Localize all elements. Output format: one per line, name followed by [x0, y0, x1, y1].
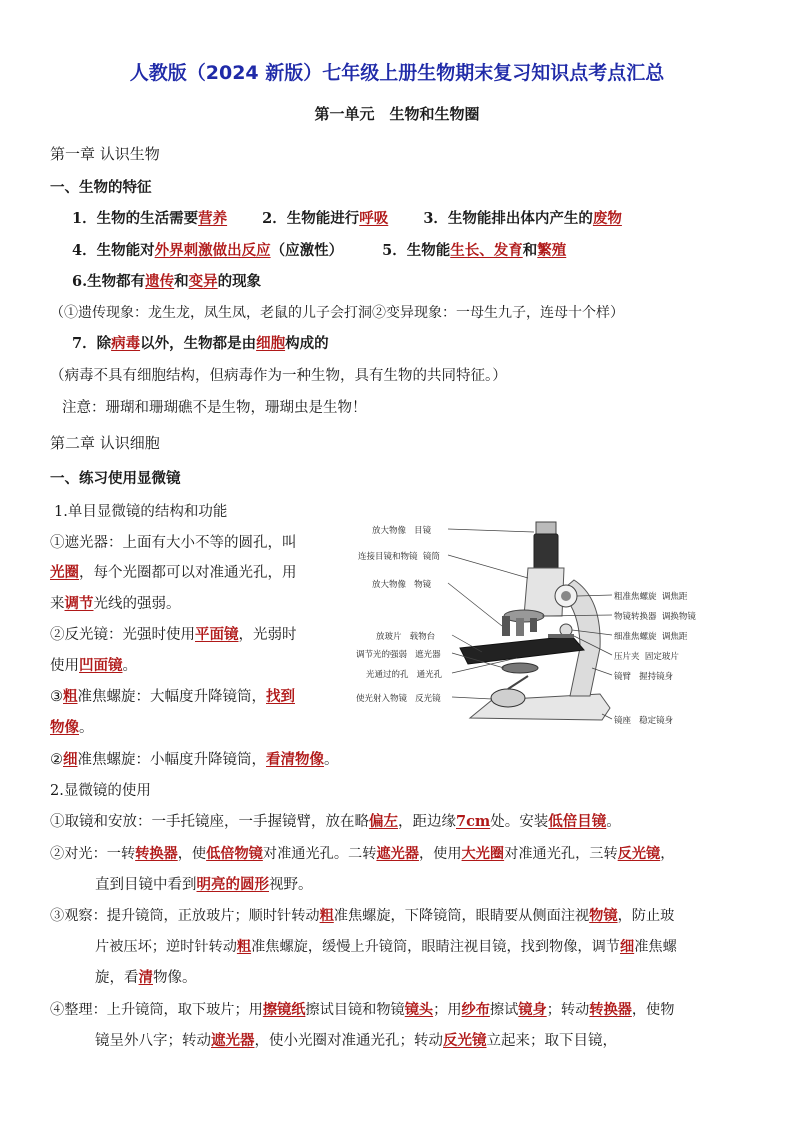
key-term: 低倍物镜: [206, 846, 263, 862]
structure-line: [50, 656, 137, 676]
key-term: 粗: [236, 939, 252, 955]
label-tube: 连接目镜和物镜 镜筒: [358, 552, 440, 562]
text: ；转动: [546, 1002, 590, 1018]
text: 处。安装: [490, 814, 549, 830]
key-term: 镜头: [404, 1002, 434, 1018]
label-mirror: 使光射入物镜 反光镜: [356, 694, 441, 704]
text: 。: [606, 814, 621, 830]
key-term: 平面镜: [195, 626, 239, 643]
text: ②: [50, 752, 63, 768]
structure-line: [50, 718, 94, 738]
text: 1．生物的生活需要: [72, 210, 199, 227]
text: 对准通光孔。二转: [262, 846, 377, 862]
heredity-note: （①遗传现象：龙生龙，凤生凤，老鼠的儿子会打洞②变异现象：一母生九子，连母十个样）: [50, 305, 624, 321]
key-term: 细胞: [256, 335, 286, 352]
key-term: 光圈: [50, 564, 79, 581]
structure-line: [50, 687, 295, 707]
text: 镜呈外八字；转动: [95, 1033, 211, 1049]
text: ，: [660, 846, 675, 862]
label-nosepiece: 物镜转换器 调换物镜: [614, 612, 696, 622]
leader-lines: [352, 518, 718, 730]
usage-step-3: [50, 906, 674, 926]
key-term: 调节: [64, 595, 94, 612]
key-term: 擦镜纸: [262, 1002, 306, 1018]
key-term: 粗: [319, 908, 334, 924]
structure-line: [50, 625, 297, 645]
key-term: 清: [138, 969, 153, 986]
text: ，使小光圈对准通光孔；转动: [254, 1033, 443, 1049]
usage-step-3-cont: [95, 968, 197, 988]
text: 和: [522, 242, 538, 259]
key-term: 呼吸: [359, 210, 389, 227]
text: 来: [50, 596, 65, 612]
text: 4．生物能对: [72, 242, 155, 259]
key-term: 转换器: [135, 846, 178, 862]
text: ，距边缘: [398, 814, 456, 830]
key-term: 低倍目镜: [548, 813, 607, 830]
text: 的现象: [217, 273, 262, 290]
text: 准焦螺: [634, 939, 677, 955]
text: 光线的强弱。: [93, 596, 181, 612]
text: 以外，生物都是由: [140, 335, 257, 352]
virus-note: （病毒不具有细胞结构，但病毒作为一种生物，具有生物的共同特征。）: [50, 368, 507, 384]
text: 准焦螺旋：小幅度升降镜筒，: [77, 752, 266, 768]
key-term: 大光圈: [461, 846, 505, 862]
feature-line-3: [72, 272, 261, 292]
key-term: 遗传: [145, 273, 175, 290]
text: 。: [122, 658, 137, 674]
key-term: 找到: [266, 688, 295, 705]
key-term: 物像: [50, 719, 79, 736]
text: 立起来；取下目镜，: [486, 1033, 617, 1049]
text: 和: [174, 273, 189, 290]
key-term: 粗: [63, 688, 78, 705]
text: ，防止玻: [617, 908, 675, 924]
text: 。: [79, 720, 94, 736]
text: 6.生物都有: [72, 273, 146, 290]
text: 旋，看: [95, 970, 139, 986]
microscope-labels: [352, 518, 718, 730]
text: 擦试目镜和物镜: [305, 1002, 405, 1018]
key-term: 病毒: [111, 335, 141, 352]
structure-line: [50, 563, 297, 583]
key-term: 看清物像: [266, 751, 324, 768]
key-term: 偏左: [369, 813, 398, 830]
text: 构成的: [285, 335, 329, 352]
text: ；用: [433, 1002, 462, 1018]
label-objective: 放大物像 物镜: [372, 580, 432, 590]
text: 准焦螺旋：大幅度升降镜筒，: [77, 689, 266, 705]
key-term: 遮光器: [376, 846, 419, 862]
text: 7．除: [72, 335, 112, 352]
chapter-2-title: 第二章 认识细胞: [50, 434, 160, 452]
text: 3．生物能排出体内产生的: [423, 210, 593, 227]
key-term: 纱布: [461, 1002, 490, 1018]
key-term: 繁殖: [537, 242, 567, 259]
key-term: 营养: [198, 210, 228, 227]
text: ③: [50, 689, 63, 705]
structure-line: [50, 594, 181, 614]
text: 准焦螺旋，下降镜筒，眼睛要从侧面注视: [333, 908, 590, 924]
usage-step-2: [50, 844, 674, 864]
text: 擦试: [489, 1002, 519, 1018]
feature-line-7: [72, 334, 329, 354]
text: ，每个光圈都可以对准通光孔，用: [79, 565, 297, 581]
key-term: 反光镜: [617, 846, 661, 862]
feature-line-1: [72, 209, 622, 229]
key-term: 镜身: [518, 1002, 547, 1018]
document-title: 人教版（2024 新版）七年级上册生物期末复习知识点考点汇总: [129, 62, 665, 84]
label-coarse-knob: 粗准焦螺旋 调焦距: [614, 592, 688, 602]
text: 片被压坏；逆时针转动: [95, 939, 237, 955]
key-term: 细: [63, 751, 78, 768]
unit-title: 第一单元 生物和生物圈: [314, 105, 480, 123]
section-title: 一、生物的特征: [50, 179, 152, 196]
key-term: 细: [619, 939, 635, 955]
usage-step-3-cont: [95, 937, 677, 957]
usage-step-4-cont: [95, 1031, 617, 1051]
subsection-title: 1.单目显微镜的结构和功能: [54, 504, 228, 520]
text: ，使物: [631, 1002, 675, 1018]
text: 视野。: [269, 877, 313, 893]
key-term: 转换器: [589, 1002, 632, 1018]
label-eyepiece: 放大物像 目镜: [372, 526, 432, 536]
text: ，使用: [418, 846, 462, 862]
key-term: 反光镜: [443, 1032, 487, 1049]
text: 使用: [50, 658, 79, 674]
usage-step-4: [50, 1000, 674, 1020]
subsection-title: 2.显微镜的使用: [50, 783, 151, 799]
key-term: 外界刺激做出反应: [154, 242, 271, 259]
label-stage-clip: 压片夹 固定玻片: [614, 652, 679, 662]
text: 物像。: [153, 970, 197, 986]
text: 对准通光孔，三转: [504, 846, 618, 862]
text: 准焦螺旋，缓慢上升镜筒，眼睛注视目镜，找到物像，调节: [251, 939, 620, 955]
text: ，使: [177, 846, 207, 862]
text: ①遮光器：上面有大小不等的圆孔，叫: [50, 535, 297, 551]
usage-step-1: [50, 812, 621, 832]
key-term: 生长、发育: [450, 242, 523, 259]
structure-line: [50, 750, 339, 770]
key-term: 遮光器: [211, 1032, 255, 1049]
text: 5．生物能: [382, 242, 451, 259]
feature-line-2: [72, 241, 566, 261]
text: ，光弱时: [238, 627, 297, 643]
key-term: 明亮的圆形: [196, 876, 269, 893]
key-term: 变异: [188, 273, 218, 290]
structure-line: [50, 533, 297, 553]
label-base: 镜座 稳定镜身: [614, 716, 674, 726]
coral-note: 注意：珊瑚和珊瑚礁不是生物，珊瑚虫是生物！: [62, 400, 367, 416]
text: ①取镜和安放：一手托镜座，一手握镜臂，放在略: [50, 814, 369, 830]
text: 直到目镜中看到: [95, 877, 197, 893]
text: 。: [324, 752, 339, 768]
text: （应激性）: [270, 242, 344, 259]
label-arm: 镜臂 握持镜身: [614, 672, 674, 682]
text: ②反光镜：光强时使用: [50, 627, 195, 643]
text: ③观察：提升镜筒，正放玻片；顺时针转动: [50, 908, 320, 924]
label-aperture: 光通过的孔 通光孔: [366, 670, 443, 680]
section-title: 一、练习使用显微镜: [50, 470, 181, 487]
key-term: 废物: [592, 210, 622, 227]
key-term: 物镜: [589, 908, 618, 924]
key-term: 7cm: [456, 813, 491, 830]
chapter-1-title: 第一章 认识生物: [50, 145, 160, 163]
text: ④整理：上升镜筒，取下玻片；用: [50, 1002, 263, 1018]
usage-step-2-cont: [95, 875, 313, 895]
text: ②对光：一转: [50, 846, 136, 862]
label-stage: 放玻片 载物台: [376, 632, 436, 642]
key-term: 凹面镜: [79, 657, 123, 674]
label-fine-knob: 细准焦螺旋 调焦距: [614, 632, 688, 642]
label-diaphragm: 调节光的强弱 遮光器: [356, 650, 441, 660]
text: 2．生物能进行: [262, 210, 360, 227]
